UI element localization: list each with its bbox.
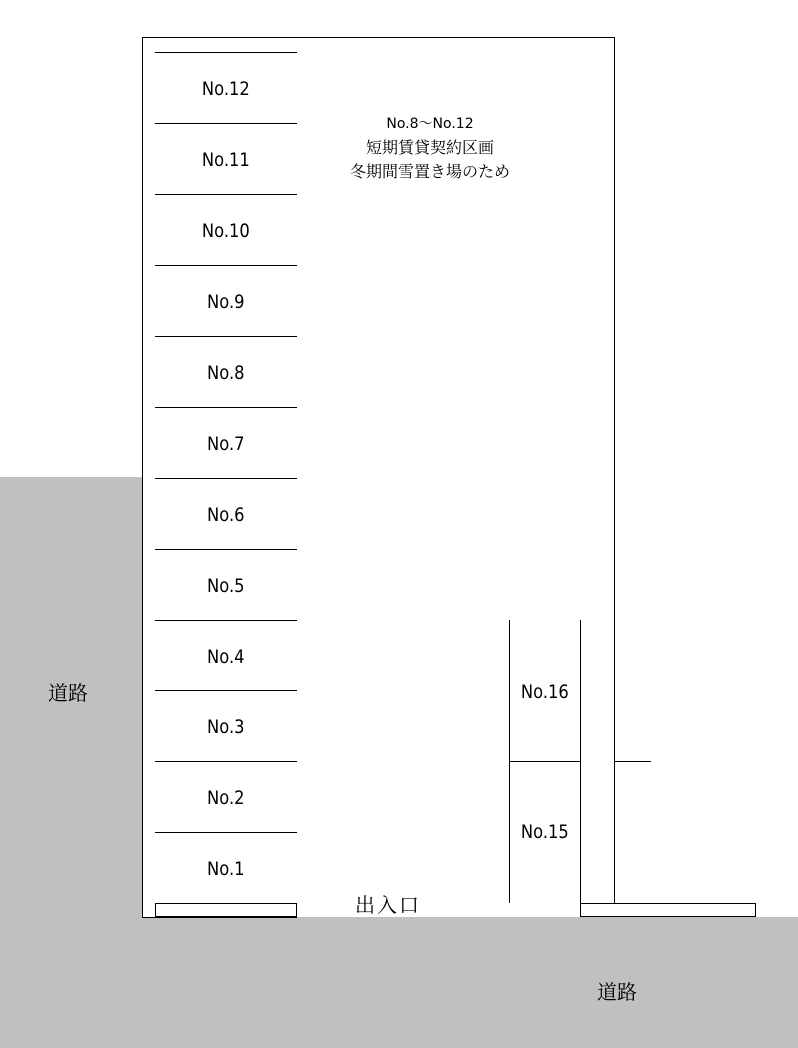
notice-line-2: 短期賃貸契約区画 bbox=[365, 138, 494, 157]
notice-text bbox=[305, 112, 555, 184]
stall-9: No.9 bbox=[207, 290, 245, 313]
stall-15: No.15 bbox=[520, 820, 569, 843]
stall-2: No.2 bbox=[207, 786, 245, 809]
stall-1: No.1 bbox=[207, 857, 245, 880]
stall-16: No.16 bbox=[520, 680, 569, 703]
stall-3: No.3 bbox=[207, 715, 245, 738]
stall-6: No.6 bbox=[207, 503, 245, 526]
notice-line-3: 冬期間雪置き場のため bbox=[349, 162, 510, 181]
stall-12: No.12 bbox=[202, 77, 250, 100]
stall-11: No.11 bbox=[202, 148, 250, 171]
road-label-bottom: 道路 bbox=[597, 980, 637, 1004]
road-label-left: 道路 bbox=[48, 681, 88, 705]
stall-10: No.10 bbox=[202, 219, 250, 242]
curb-right bbox=[581, 904, 756, 917]
stall-8: No.8 bbox=[207, 361, 245, 384]
notice-line-1: No.8～No.12 bbox=[386, 116, 474, 132]
stall-7: No.7 bbox=[207, 432, 245, 455]
entrance-label: 出入口 bbox=[355, 893, 421, 917]
stall-4: No.4 bbox=[207, 645, 245, 668]
curb-left bbox=[156, 904, 297, 917]
stall-5: No.5 bbox=[207, 574, 245, 597]
